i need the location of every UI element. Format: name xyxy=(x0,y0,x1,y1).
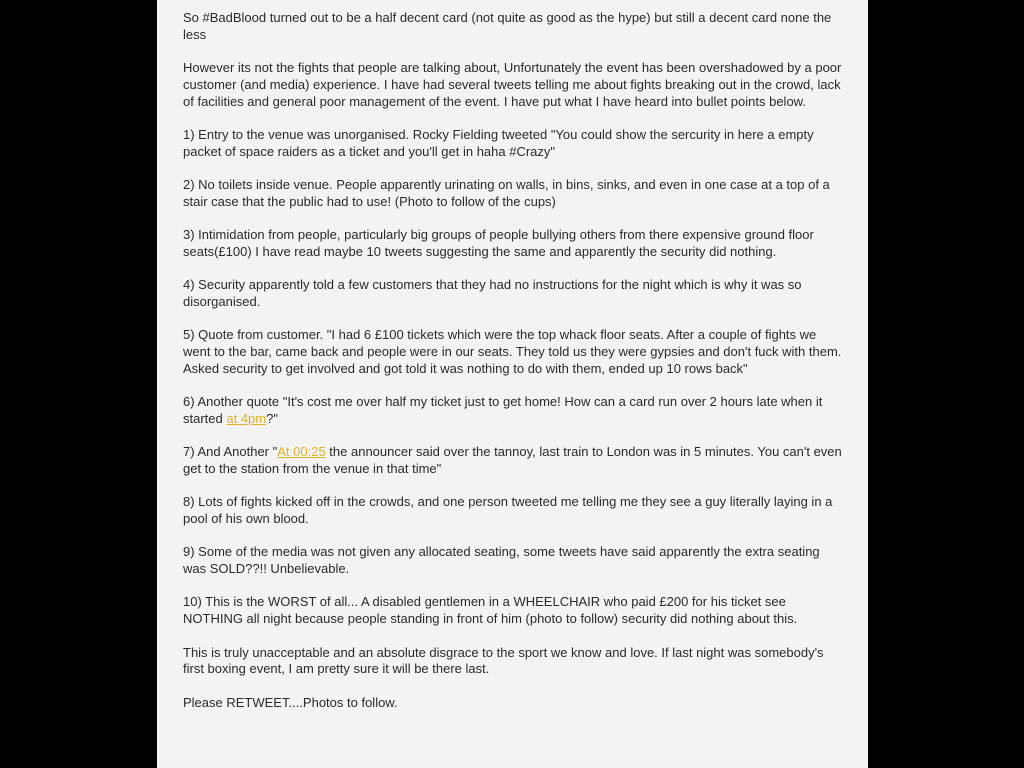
closing-line: Please RETWEET....Photos to follow. xyxy=(183,694,398,710)
point-7-text-end: the announcer said over the tannoy, last train to London was in 5 minutes. You can't even get to the station from the venue in that time" xyxy=(183,444,842,476)
point-3: 3) Intimidation from people, particularly big groups of people bullying others from there expensive ground floor seats(£100) I have read maybe 10 tweets suggesting the same and apparently the security did nothing. xyxy=(183,227,814,259)
time-link-4pm[interactable]: at 4pm xyxy=(226,410,267,426)
time-link-0025[interactable]: At 00:25 xyxy=(277,444,326,460)
document-page xyxy=(157,0,868,768)
overview-paragraph: However its not the fights that people are talking about, Unfortunately the event has been overshadowed by a poor customer (and media) experience. I have had several tweets telling me about fights breaking out in the crowd, lack of facilities and general poor management of the event. I have put what I have heard into bullet points below. xyxy=(183,60,842,109)
conclusion-paragraph: This is truly unacceptable and an absolute disgrace to the sport we know and love. If last night was somebody's first boxing event, I am pretty sure it will be there last. xyxy=(183,644,824,677)
point-6-text: 6) Another quote "It's cost me over half my ticket just to get home! How can a card run over 2 hours late when it started xyxy=(183,394,823,426)
point-10: 10) This is the WORST of all... A disabled gentlemen in a WHEELCHAIR who paid £200 for his ticket see NOTHING all night because people standing in front of him (photo to follow) security did nothing about this. xyxy=(183,594,798,627)
document-body xyxy=(183,10,843,728)
point-1: 1) Entry to the venue was unorganised. Rocky Fielding tweeted "You could show the sercurity in here a empty packet of space raiders as a ticket and you'll get in haha #Crazy" xyxy=(183,126,814,159)
point-4: 4) Security apparently told a few customers that they had no instructions for the night which is why it was so disorganised. xyxy=(183,277,802,309)
intro-paragraph: So #BadBlood turned out to be a half decent card (not quite as good as the hype) but still a decent card none the less xyxy=(183,10,832,42)
point-7-text: 7) And Another " xyxy=(183,444,278,460)
point-9: 9) Some of the media was not given any allocated seating, some tweets have said apparently the extra seating was SOLD??!! Unbelievable. xyxy=(183,544,820,577)
point-6-text-end: ?" xyxy=(266,410,278,426)
point-5: 5) Quote from customer. "I had 6 £100 tickets which were the top whack floor seats. After a couple of fights we went to the bar, came back and people were in our seats. They told us they were gypsies and don't fuck with them. Asked security to get involved and got told it was nothing to do with them, ended up 10 rows back" xyxy=(183,327,842,376)
point-7 xyxy=(183,444,843,477)
point-8: 8) Lots of fights kicked off in the crowds, and one person tweeted me telling me they see a guy literally laying in a pool of his own blood. xyxy=(183,494,833,526)
point-6 xyxy=(183,394,843,427)
point-2: 2) No toilets inside venue. People apparently urinating on walls, in bins, sinks, and even in one case at a top of a stair case that the public had to use! (Photo to follow of the cups) xyxy=(183,176,830,209)
